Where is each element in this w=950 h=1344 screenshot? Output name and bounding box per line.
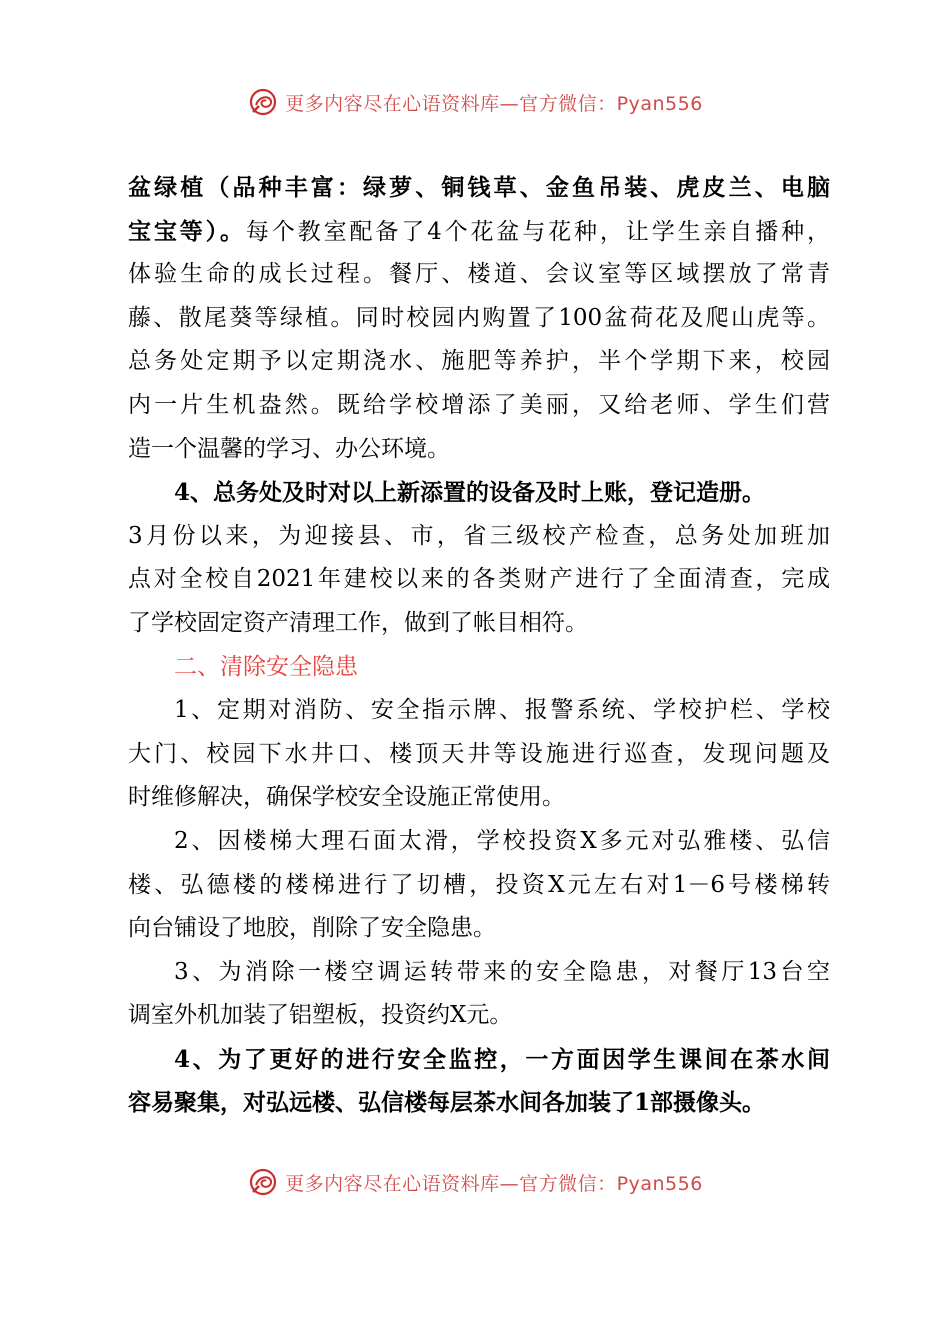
text-segment: 每个教室配备了4个花盆与花种，让学生亲自播种， [245,218,830,245]
text-line [128,1081,830,1125]
watermark-header [0,84,950,120]
text-segment: 3月份以来，为迎接县、市，省三级校产检查，总务处加班加 [128,522,830,549]
text-line [128,776,830,820]
text-segment: 楼、弘德楼的楼梯进行了切槽，投资X元左右对1－6号楼梯转 [128,871,830,898]
text-line [128,253,830,297]
text-segment: 体验生命的成长过程。餐厅、楼道、会议室等区域摆放了常青 [128,261,830,288]
text-line [128,166,830,210]
document-body [128,166,830,1125]
text-segment: 调室外机加装了铝塑板，投资约X元。 [128,1002,513,1029]
swirl-logo-icon [247,1166,279,1198]
text-segment: 时维修解决，确保学校安全设施正常使用。 [128,784,565,811]
text-segment: 3、为消除一楼空调运转带来的安全隐患，对餐厅13台空 [174,958,830,985]
text-segment: 了学校固定资产清理工作，做到了帐目相符。 [128,609,588,636]
text-segment: 向台铺设了地胶，削除了安全隐患。 [128,915,496,942]
text-segment: 4、为了更好的进行安全监控，一方面因学生课间在茶水间 [174,1045,830,1073]
text-segment: 内一片生机盎然。既给学校增添了美丽，又给老师、学生们营 [128,391,830,418]
text-line [128,820,830,864]
text-line [128,907,830,951]
watermark-text: 更多内容尽在心语资料库—官方微信：Pyan556 [285,1172,703,1195]
watermark-text: 更多内容尽在心语资料库—官方微信：Pyan556 [285,92,703,115]
text-segment: 宝宝等）。 [128,217,246,245]
text-segment: 盆绿植（品种丰富：绿萝、铜钱草、金鱼吊装、虎皮兰、电脑 [128,174,830,201]
text-line [128,558,830,602]
text-line [128,646,830,690]
text-line [128,733,830,777]
text-line [128,951,830,995]
text-line [128,689,830,733]
text-segment: 二、清除安全隐患 [174,653,358,680]
text-segment: 藤、散尾葵等绿植。同时校园内购置了100盆荷花及爬山虎等。 [128,304,830,331]
text-line [128,1038,830,1082]
text-segment: 4、总务处及时对以上新添置的设备及时上账，登记造册。 [174,479,766,507]
text-segment: 造一个温馨的学习、办公环境。 [128,435,450,462]
text-segment: 2、因楼梯大理石面太滑，学校投资X多元对弘雅楼、弘信 [174,827,830,854]
text-segment: 1、定期对消防、安全指示牌、报警系统、学校护栏、学校 [174,697,830,724]
text-line [128,864,830,908]
text-line [128,297,830,341]
watermark-footer [0,1164,950,1200]
text-line [128,210,830,254]
text-line [128,515,830,559]
text-line [128,384,830,428]
text-segment: 容易聚集，对弘远楼、弘信楼每层茶水间各加装了1部摄像头。 [128,1089,766,1117]
text-line [128,471,830,515]
text-line [128,602,830,646]
text-segment: 总务处定期予以定期浇水、施肥等养护，半个学期下来，校园 [128,348,830,375]
swirl-logo-icon [247,86,279,118]
text-segment: 大门、校园下水井口、楼顶天井等设施进行巡查，发现问题及 [128,740,830,767]
text-line [128,340,830,384]
text-segment: 点对全校自2021年建校以来的各类财产进行了全面清查，完成 [128,566,830,593]
text-line [128,994,830,1038]
text-line [128,428,830,472]
